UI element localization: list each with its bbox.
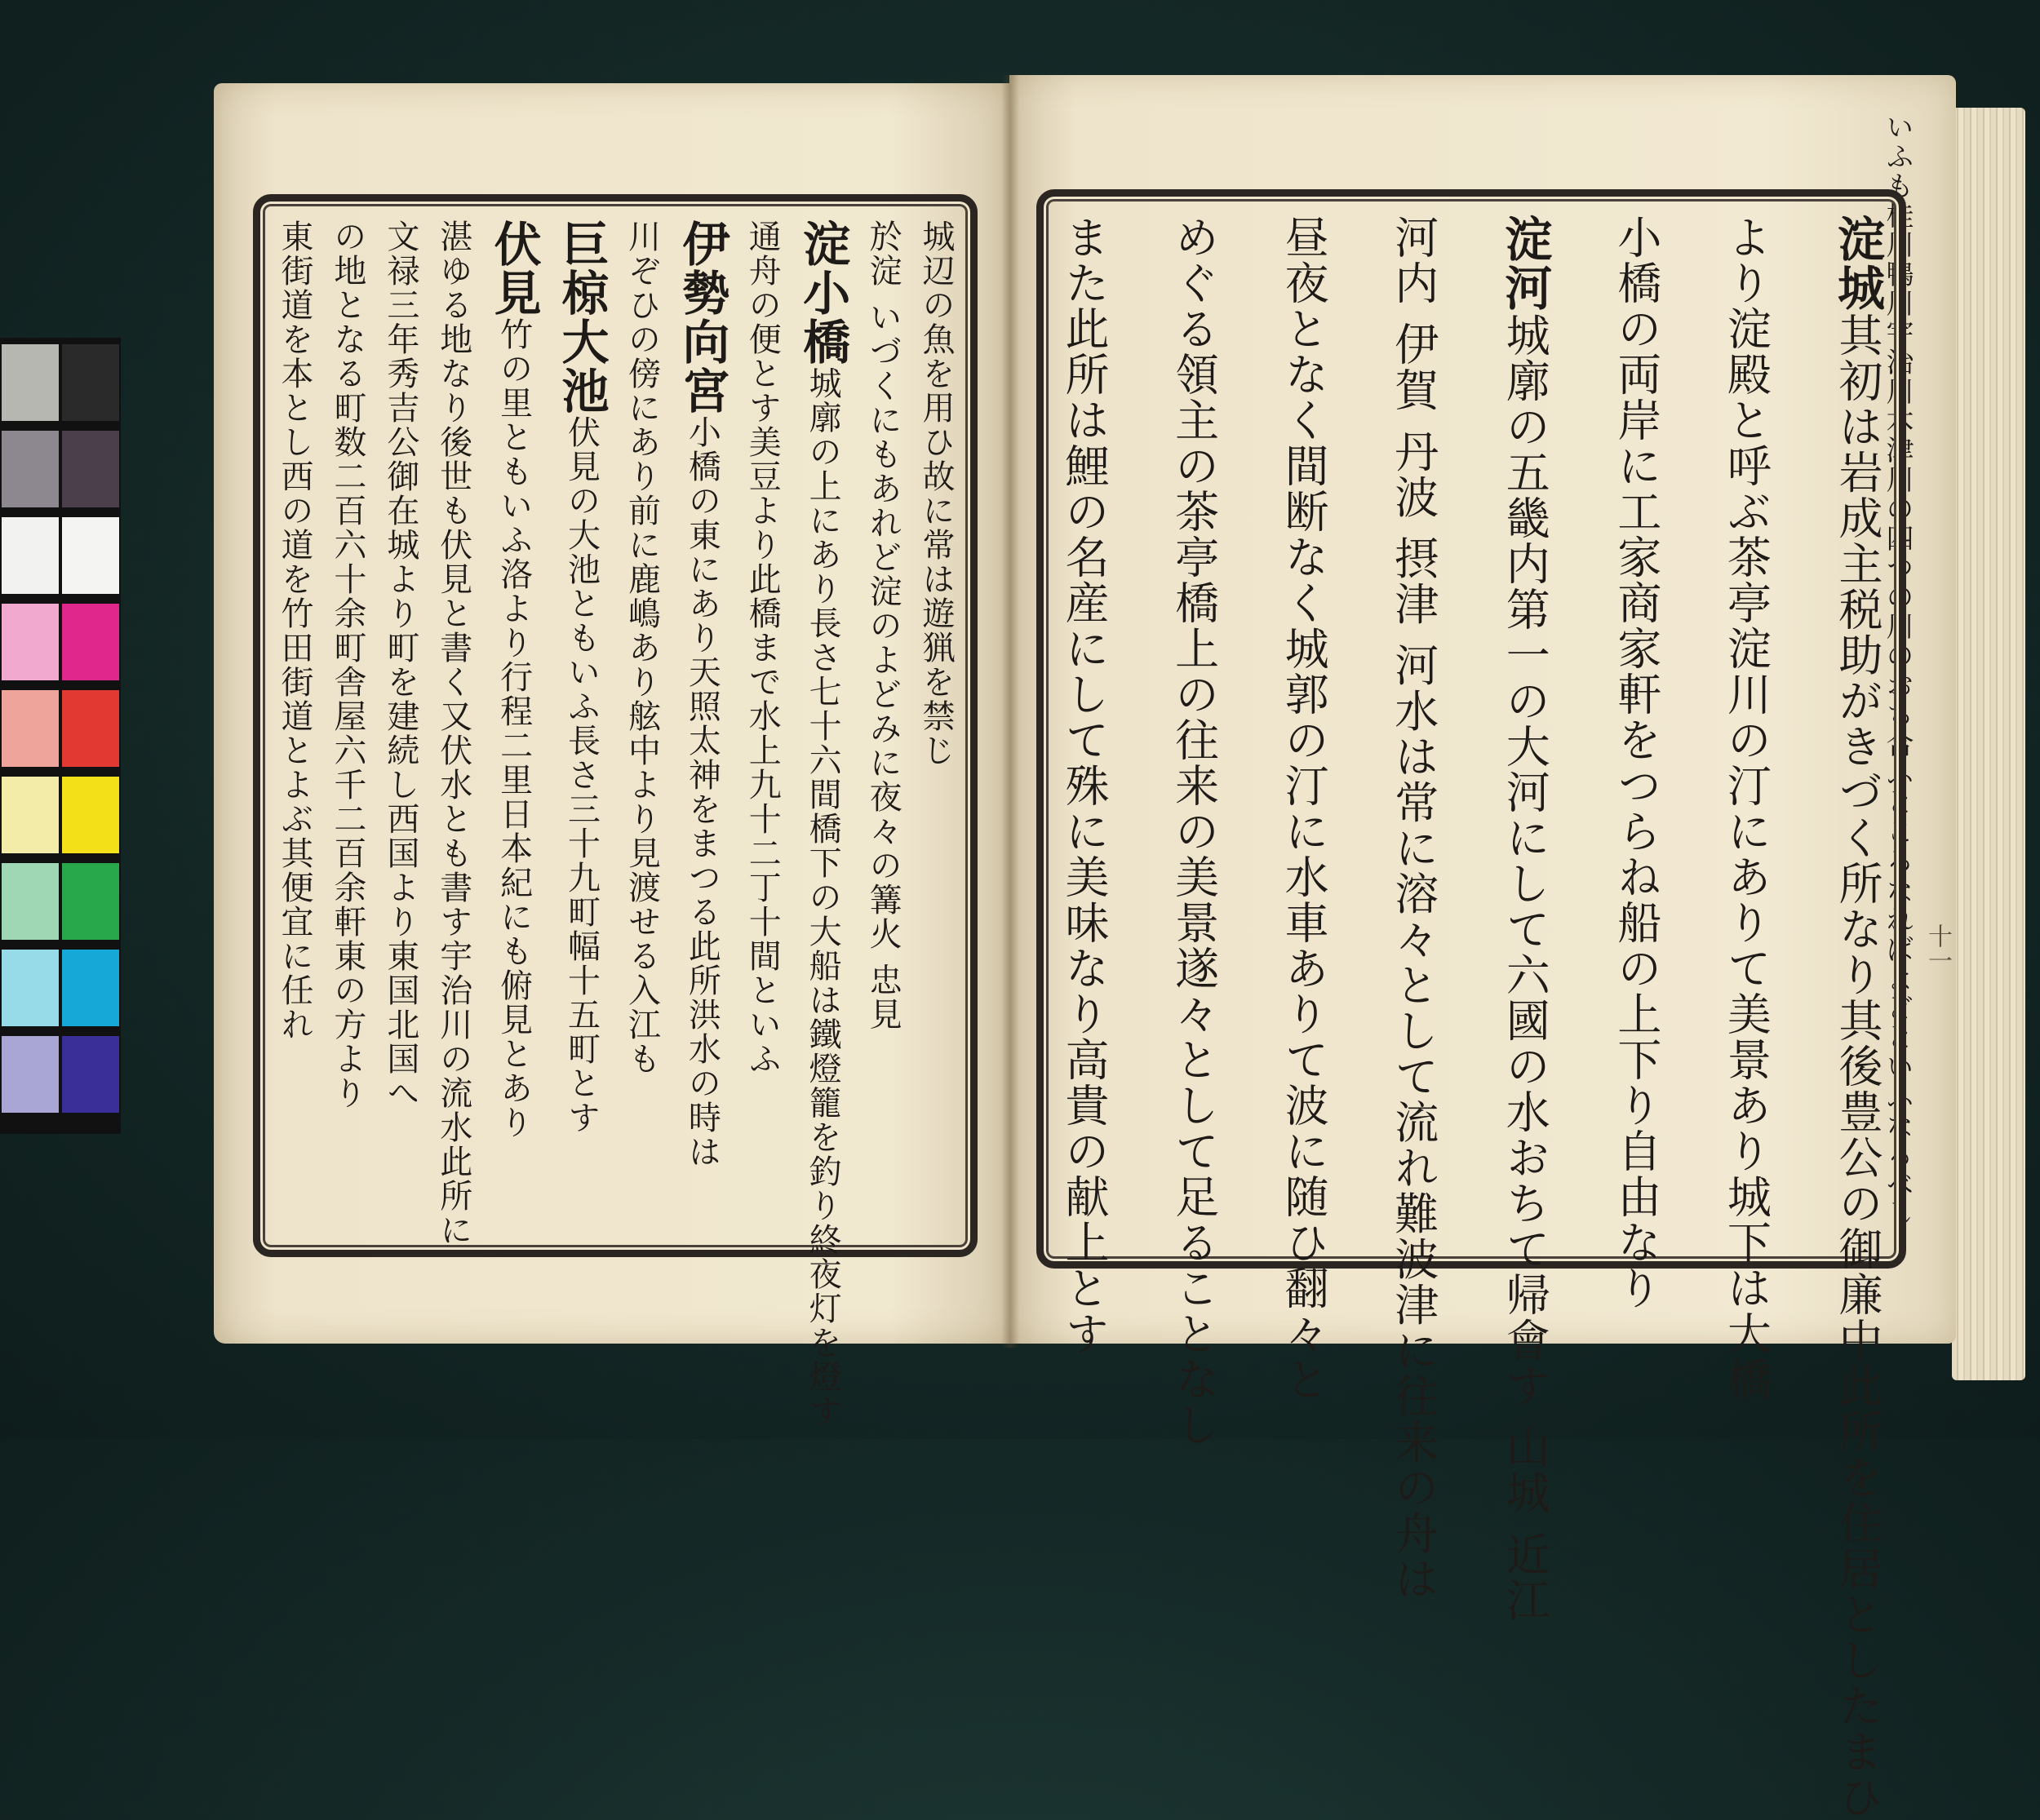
text-column bbox=[381, 219, 419, 1215]
text-column bbox=[278, 219, 311, 1215]
left-text-columns bbox=[276, 219, 955, 1428]
color-patch bbox=[2, 950, 59, 1026]
text-column bbox=[1610, 215, 1662, 1311]
column-text: 小橋の東にあり天照太神をまつる此所洪水の時は bbox=[683, 415, 721, 1169]
column-text: 小橋の両岸に工家商家軒をつらね船の上下り自由なり bbox=[1610, 215, 1662, 1311]
text-column bbox=[434, 219, 472, 1247]
color-patch bbox=[2, 1036, 59, 1113]
column-text: より淀殿と呼ぶ茶亭淀川の汀にありて美景あり城下は大橋 bbox=[1720, 215, 1772, 1402]
color-patch bbox=[2, 604, 59, 680]
entry-heading: 淀城 bbox=[1829, 215, 1885, 312]
color-patch bbox=[2, 690, 59, 767]
book-gutter bbox=[1001, 75, 1019, 1348]
header-line: いふも桂川鴨川宇治川木津川の四つの川のおち合ふところなればよどといふなるべし bbox=[1881, 113, 1914, 1229]
column-text: 竹の里ともいふ洛より行程二里日本紀にも俯見とあり bbox=[494, 317, 533, 1140]
column-text: また此所は鯉の名産にして殊に美味なり高貴の献上とす bbox=[1058, 215, 1110, 1357]
text-column bbox=[795, 219, 851, 1428]
color-patch bbox=[62, 863, 119, 940]
entry-heading: 淀河 bbox=[1497, 215, 1553, 312]
text-column bbox=[1058, 215, 1110, 1357]
column-text: 於淀 いづくにもあれど淀のよどみに夜々の篝火 忠見 bbox=[864, 219, 902, 1032]
column-text: 河内 伊賀 丹波 摂津 河水は常に溶々として流れ難波津に往来の舟は bbox=[1387, 215, 1439, 1602]
text-column bbox=[1497, 215, 1553, 1623]
color-patch bbox=[62, 604, 119, 680]
column-text: 伏見の大池ともいふ長さ三十九町幅十五町とす bbox=[562, 415, 601, 1135]
color-patch bbox=[2, 863, 59, 940]
color-patch bbox=[2, 517, 59, 594]
column-text: 城廓の五畿内第一の大河にして六國の水おちて帰會す 山城 近江 bbox=[1499, 312, 1551, 1623]
text-column bbox=[553, 219, 610, 1215]
color-patch bbox=[2, 431, 59, 507]
text-column bbox=[864, 219, 902, 1215]
text-column bbox=[623, 219, 661, 1215]
color-patch bbox=[2, 777, 59, 853]
column-text: 通舟の便とす美豆より此橋まで水上九十二丁十間といふ bbox=[743, 219, 782, 1076]
color-patch bbox=[62, 777, 119, 853]
column-text: 城辺の魚を用ひ故に常は遊猟を禁じ bbox=[916, 219, 955, 768]
color-patch bbox=[2, 344, 59, 421]
entry-heading: 伊勢向宮 bbox=[674, 219, 730, 415]
column-text: 川ぞひの傍にあり前に鹿嶋あり舷中より見渡せる入江も bbox=[623, 219, 661, 1076]
column-text: 其初は岩成主税助がきづく所なり其後豊公の御廉中此所を住居としたまひ bbox=[1831, 312, 1883, 1820]
color-patch bbox=[62, 431, 119, 507]
text-column bbox=[1387, 215, 1439, 1602]
color-calibration-strip bbox=[0, 338, 121, 1134]
column-text: 城廓の上にあり長さ七十六間橋下の大船は鐵燈籠を釣り終夜灯を燈す bbox=[804, 366, 842, 1428]
right-text-columns bbox=[1058, 215, 1885, 1820]
color-patch bbox=[62, 1036, 119, 1113]
text-column bbox=[1278, 215, 1330, 1402]
color-patch bbox=[62, 690, 119, 767]
text-column bbox=[916, 219, 955, 1215]
open-book bbox=[214, 75, 2025, 1820]
page-edges bbox=[1952, 108, 2025, 1380]
column-text: 湛ゆる地なり後世も伏見と書く又伏水とも書す宇治川の流水此所に bbox=[434, 219, 472, 1247]
entry-heading: 伏見 bbox=[486, 219, 542, 317]
text-column bbox=[674, 219, 730, 1215]
column-text: 東街道を本とし西の道を竹田街道とよぶ其便宜に任れ bbox=[276, 219, 313, 1042]
text-column bbox=[486, 219, 542, 1215]
color-patch bbox=[62, 344, 119, 421]
column-text: の地となる町数二百六十余町舎屋六千二百余軒東の方より bbox=[328, 219, 366, 1110]
column-text: めぐる領主の茶亭橋上の往来の美景遂々として足ることなし bbox=[1168, 215, 1220, 1448]
column-text: 昼夜となく間断なく城郭の汀に水車ありて波に随ひ翻々と bbox=[1278, 215, 1330, 1402]
text-column bbox=[743, 219, 782, 1215]
entry-heading: 巨椋大池 bbox=[553, 219, 610, 415]
column-text: 文禄三年秀吉公御在城より町を建続し西国より東国北国へ bbox=[381, 219, 419, 1110]
color-patch bbox=[62, 517, 119, 594]
text-column bbox=[1168, 215, 1220, 1448]
text-column bbox=[1829, 215, 1885, 1820]
color-patch bbox=[62, 950, 119, 1026]
left-text-frame bbox=[253, 194, 978, 1428]
entry-heading: 淀小橋 bbox=[795, 219, 851, 366]
text-column bbox=[1720, 215, 1772, 1402]
text-column bbox=[328, 219, 366, 1215]
right-text-frame bbox=[1036, 189, 1906, 1820]
folio-number: 十一 bbox=[1923, 923, 1952, 972]
